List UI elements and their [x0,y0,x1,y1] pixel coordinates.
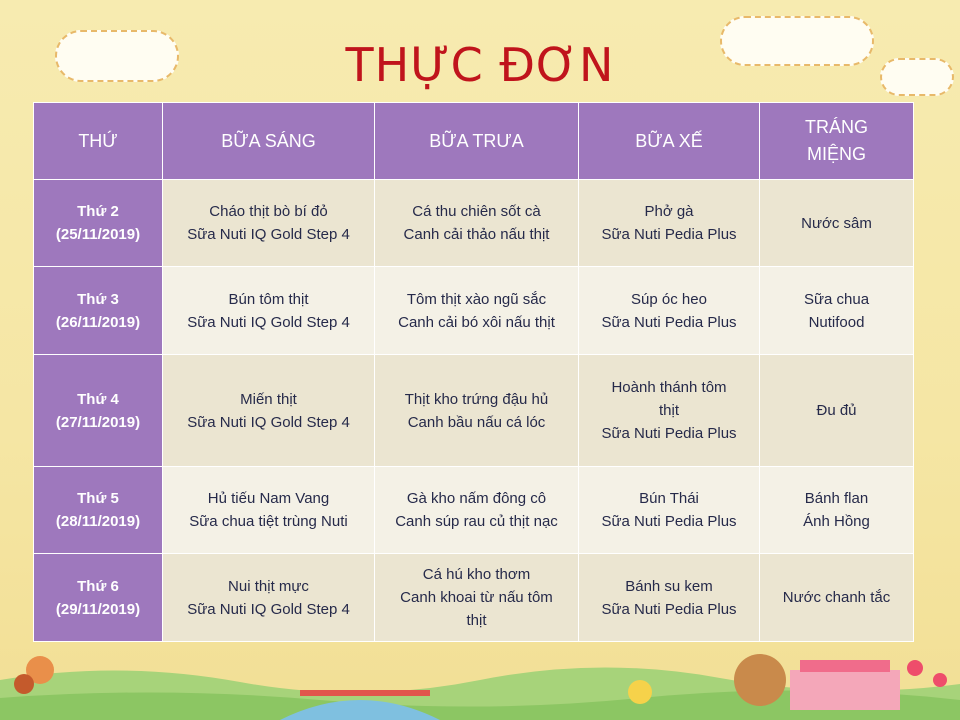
cell-line: Nước chanh tắc [782,589,891,606]
breakfast-cell [163,267,375,355]
header-row [34,103,914,180]
cell-line: Thứ 3 [77,290,119,308]
cell-line: Bánh su kem [625,577,713,595]
header-breakfast: BỮA SÁNG [163,103,375,180]
cell-line: Miến thịt [240,390,297,408]
dessert-cell [760,467,914,554]
cell-line: (26/11/2019) [55,313,141,331]
cell-line: Sữa Nuti IQ Gold Step 4 [187,313,350,331]
menu-table [33,102,914,642]
cell-line: Sữa chua [803,290,870,308]
cell-line: Tôm thịt xào ngũ sắc [406,290,547,308]
header-snack: BỮA XẾ [579,103,760,180]
cell-line: Cháo thịt bò bí đỏ [209,203,328,220]
day-cell [34,267,163,355]
cell-line: Canh súp rau củ thịt nạc [395,513,558,530]
header-lunch: BỮA TRƯA [375,103,579,180]
cell-line: Sữa Nuti Pedia Plus [601,513,737,530]
header-dessert-label: TRÁNG MIỆNG [805,117,868,164]
cell-line: Thịt kho trứng đậu hủ [404,390,549,408]
cell-line: Gà kho nấm đông cô [406,490,547,507]
cell-line: Thứ 2 [77,203,119,220]
cell-line: (28/11/2019) [55,513,141,530]
cell-line: Sữa chua tiệt trùng Nuti [189,513,348,530]
cell-line: (25/11/2019) [55,226,141,243]
cell-line: Ánh Hồng [803,513,870,530]
cell-line: Bún Thái [639,490,699,507]
cell-line: Canh khoai từ nấu tôm [400,589,553,606]
table-row [34,180,914,267]
day-cell [34,355,163,467]
cell-line: thịt [658,402,679,419]
cell-line: Sữa Nuti Pedia Plus [601,425,737,442]
breakfast-cell [163,467,375,554]
cell-line: Bánh flan [804,490,869,507]
cell-line: Hoành thánh tôm [611,379,727,396]
header-dessert [760,103,914,180]
cell-line: Nutifood [808,313,865,331]
page-title: THỰC ĐƠN [345,38,615,92]
cell-line: Canh cải bó xôi nấu thịt [398,313,555,331]
lunch-cell [375,554,579,642]
snack-cell [579,467,760,554]
cell-line: Thứ 6 [77,577,119,595]
dessert-cell [760,554,914,642]
cell-line: Sữa Nuti IQ Gold Step 4 [187,600,350,618]
snack-cell [579,355,760,467]
table-row [34,355,914,467]
day-cell [34,554,163,642]
cell-line: (29/11/2019) [55,600,141,618]
day-cell [34,467,163,554]
cell-line: Súp óc heo [631,290,707,308]
lunch-cell [375,355,579,467]
cell-line: thịt [466,612,487,629]
header-day: THỨ [34,103,163,180]
cell-line: Sữa Nuti IQ Gold Step 4 [187,226,350,243]
cell-line: Sữa Nuti Pedia Plus [601,600,737,618]
cell-line: Cá thu chiên sốt cà [412,203,541,220]
snack-cell [579,180,760,267]
lunch-cell [375,180,579,267]
cell-line: Thứ 5 [77,490,119,507]
cell-line: Hủ tiếu Nam Vang [207,490,330,507]
snack-cell [579,267,760,355]
breakfast-cell [163,180,375,267]
cell-line: Sữa Nuti Pedia Plus [601,313,737,331]
breakfast-cell [163,355,375,467]
cell-line: Nước sâm [801,214,872,232]
cell-line: Sữa Nuti IQ Gold Step 4 [187,413,350,431]
cell-line: Nui thịt mực [228,577,309,595]
cell-line: Canh bầu nấu cá lóc [407,413,546,431]
snack-cell [579,554,760,642]
table-row [34,267,914,355]
lunch-cell [375,267,579,355]
cell-line: (27/11/2019) [55,413,141,431]
cell-line: Đu đủ [816,402,857,419]
dessert-cell [760,267,914,355]
lunch-cell [375,467,579,554]
cell-line: Cá hú kho thơm [422,566,531,583]
table-row [34,554,914,642]
table-row [34,467,914,554]
cell-line: Phở gà [644,203,694,220]
day-cell [34,180,163,267]
cell-line: Thứ 4 [77,390,119,408]
dessert-cell [760,355,914,467]
ground-decoration [0,640,960,720]
breakfast-cell [163,554,375,642]
cell-line: Bún tôm thịt [228,290,309,308]
dessert-cell [760,180,914,267]
cell-line: Sữa Nuti Pedia Plus [601,226,737,243]
cell-line: Canh cải thảo nấu thịt [403,226,550,243]
